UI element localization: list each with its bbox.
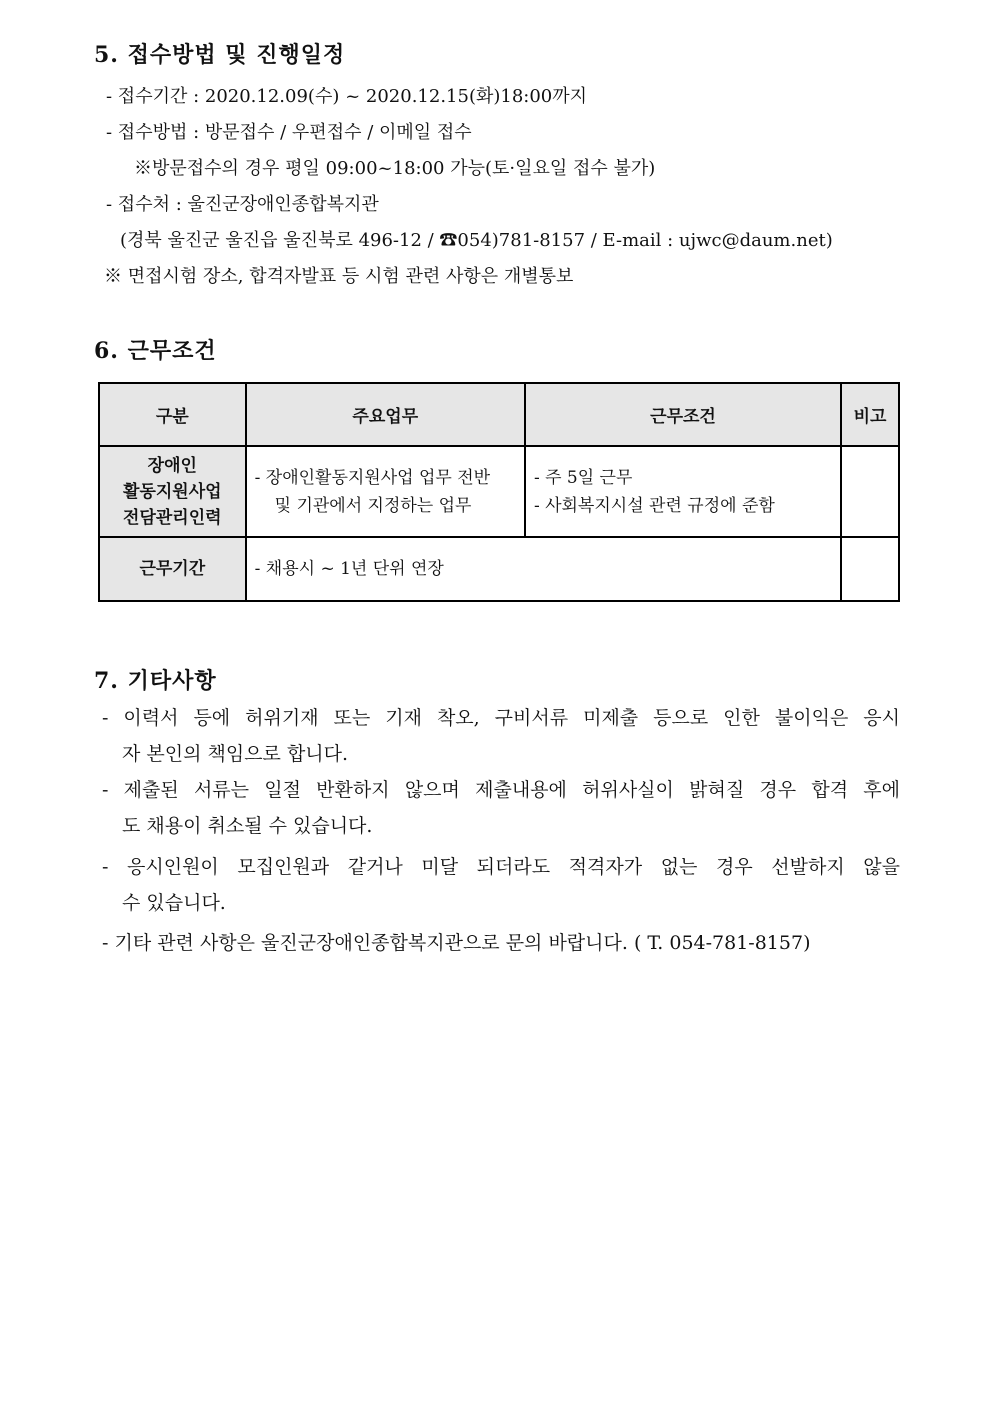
row-category-line: 활동지원사업 (123, 481, 222, 502)
note-line: - 응시인원이 모집인원과 같거나 미달 되더라도 적격자가 없는 경우 선발하지 않을 (102, 856, 900, 878)
table-row (99, 537, 899, 601)
reception-period: - 접수기간 : 2020.12.09(수) ~ 2020.12.15(화)18:00까지 (106, 86, 588, 107)
note-item (102, 925, 900, 961)
header-main-duties: 주요업무 (246, 383, 525, 446)
header-category: 구분 (99, 383, 246, 446)
note-line: - 이력서 등에 허위기재 또는 기재 착오, 구비서류 미제출 등으로 인한 불이익은 응시 (102, 707, 900, 729)
condition-line: - 사회복지시설 관련 규정에 준함 (533, 495, 775, 516)
row-category-line: 장애인 (147, 455, 197, 476)
row-duties-cell (246, 446, 525, 537)
header-work-conditions: 근무조건 (525, 383, 841, 446)
reception-place: - 접수처 : 울진군장애인종합복지관 (106, 194, 379, 215)
note-line: 도 채용이 취소될 수 있습니다. (122, 815, 373, 837)
note-item (102, 772, 900, 844)
row-remarks-cell (841, 446, 899, 537)
section-6-title: 6. 근무조건 (94, 338, 217, 364)
note-item (102, 849, 900, 921)
table-header-row (99, 383, 899, 446)
section-5-title: 5. 접수방법 및 진행일정 (94, 42, 346, 68)
reception-method: - 접수방법 : 방문접수 / 우편접수 / 이메일 접수 (106, 122, 472, 143)
note-line: - 기타 관련 사항은 울진군장애인종합복지관으로 문의 바랍니다. ( T. 054-781-8157) (102, 932, 811, 954)
row-category-cell (99, 446, 246, 537)
work-period-label: 근무기간 (99, 537, 246, 601)
note-line: 수 있습니다. (122, 892, 226, 914)
work-conditions-table (98, 382, 900, 602)
section-7-title: 7. 기타사항 (94, 668, 217, 694)
visit-reception-note: ※방문접수의 경우 평일 09:00~18:00 가능(토·일요일 접수 불가) (134, 158, 656, 179)
note-line: 자 본인의 책임으로 합니다. (122, 743, 349, 765)
individual-notice-note: ※ 면접시험 장소, 합격자발표 등 시험 관련 사항은 개별통보 (104, 266, 574, 287)
duty-line: - 장애인활동지원사업 업무 전반 (254, 467, 491, 488)
row-conditions-cell (525, 446, 841, 537)
note-line: - 제출된 서류는 일절 반환하지 않으며 제출내용에 허위사실이 밝혀질 경우 합격 후에 (102, 779, 900, 801)
table-row (99, 446, 899, 537)
work-period-remarks (841, 537, 899, 601)
header-remarks: 비고 (841, 383, 899, 446)
note-item (102, 700, 900, 772)
work-period-value: - 채용시 ~ 1년 단위 연장 (246, 537, 841, 601)
condition-line: - 주 5일 근무 (533, 467, 633, 488)
row-category-line: 전담관리인력 (123, 507, 222, 528)
duty-line: 및 기관에서 지정하는 업무 (274, 495, 472, 516)
reception-address: (경북 울진군 울진읍 울진북로 496-12 / ☎054)781-8157 / E-mail : ujwc@daum.net) (120, 230, 833, 251)
